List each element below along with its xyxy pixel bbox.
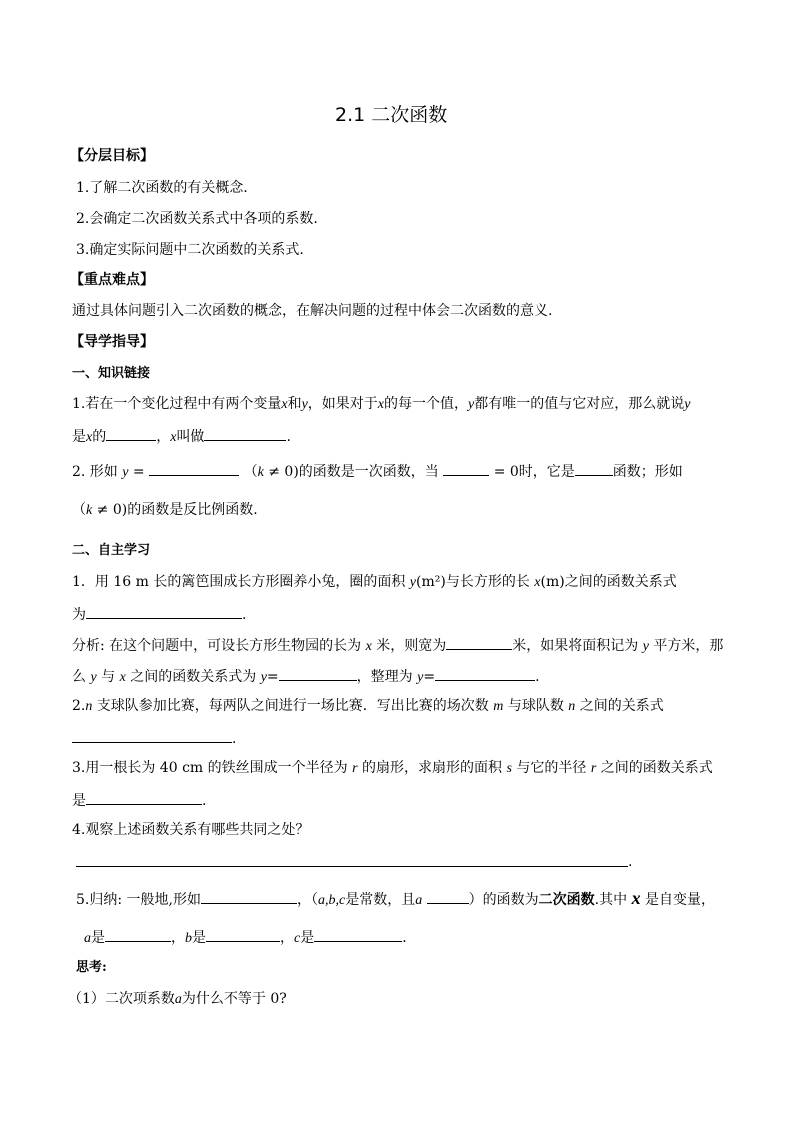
answer-blank[interactable] (427, 888, 469, 904)
problem-1-line-2: 为 . (72, 603, 246, 625)
answer-blank[interactable] (206, 926, 280, 942)
answer-blank[interactable] (72, 727, 232, 743)
objective-item-1: 1.了解二次函数的有关概念． (76, 180, 258, 196)
problem-3-line-1: 3.用一根长为 40 cm 的铁丝围成一个半径为 r 的扇形，求扇形的面积 s 与它的半径 r 之间的函数关系式 (72, 760, 713, 776)
question-1-line-1: 1.若在一个变化过程中有两个变量x和y，如果对于x的每一个值，y都有唯一的值与它对应，那么就说y (72, 396, 691, 412)
think-heading: 思考: (76, 960, 107, 975)
section-guide-heading: 【导学指导】 (70, 334, 154, 350)
objective-item-2: 2.会确定二次函数关系式中各项的系数. (76, 211, 318, 227)
answer-line-end: . (628, 854, 633, 870)
question-2-line-1: 2. 形如 y = （k ≠ 0)的函数是一次函数，当 = 0时，它是 函数；形如 (72, 460, 683, 483)
problem-4: 4.观察上述函数关系有哪些共同之处？ (72, 822, 310, 838)
section-objectives-heading: 【分层目标】 (70, 148, 154, 164)
problem-2-line-1: 2.n 支球队参加比赛，每两队之间进行一场比赛．写出比赛的场次数 m 与球队数 n 之间的关系式 (72, 698, 664, 714)
problem-2-line-2: ． (72, 727, 246, 749)
answer-blank[interactable] (149, 460, 239, 476)
analysis-line-2: 么 y 与 x 之间的函数关系式为 y= ，整理为 y= . (72, 665, 540, 688)
answer-blank[interactable] (204, 425, 286, 441)
page-title: 2.1 二次函数 (335, 104, 448, 126)
answer-blank[interactable] (435, 665, 535, 681)
answer-blank[interactable] (105, 926, 171, 942)
keypoints-text: 通过具体问题引入二次函数的概念，在解决问题的过程中体会二次函数的意义. (72, 303, 553, 319)
part1-heading: 一、知识链接 (72, 366, 151, 381)
answer-blank[interactable] (443, 460, 489, 476)
part2-heading: 二、自主学习 (72, 543, 151, 558)
answer-blank[interactable] (86, 603, 242, 619)
answer-blank[interactable] (575, 460, 613, 476)
answer-blank[interactable] (446, 634, 512, 650)
problem-5-line-2: a是 ，b是 ，c是 ． (84, 926, 416, 949)
section-keypoints-heading: 【重点难点】 (70, 272, 154, 288)
answer-blank[interactable] (86, 789, 202, 805)
problem-3-line-2: 是 . (72, 789, 206, 811)
problem-1-line-1: 1．用 16 m 长的篱笆围成长方形圈养小兔，圈的面积 y(m²)与长方形的长 x(m)之间的函数关系式 (72, 574, 677, 590)
question-1-line-2: 是x的 ，x叫做 . (72, 425, 291, 448)
problem-5-line-1: 5.归纳: 一般地,形如 ，（a,b,c是常数，且a ）的函数为二次函数.其中 x 是自变量， (76, 888, 716, 908)
question-2-line-2: （k ≠ 0)的函数是反比例函数. (72, 502, 258, 518)
answer-blank[interactable] (314, 926, 402, 942)
answer-line[interactable] (76, 866, 628, 867)
think-question-1: （1）二次项系数a为什么不等于 0? (68, 991, 287, 1007)
objective-item-3: 3.确定实际问题中二次函数的关系式. (76, 242, 304, 258)
analysis-line-1: 分析: 在这个问题中，可设长方形生物园的长为 x 米，则宽为 米，如果将面积记为 y 平方米，那 (72, 634, 723, 657)
answer-blank[interactable] (106, 425, 156, 441)
answer-blank[interactable] (279, 665, 357, 681)
answer-blank[interactable] (201, 888, 297, 904)
